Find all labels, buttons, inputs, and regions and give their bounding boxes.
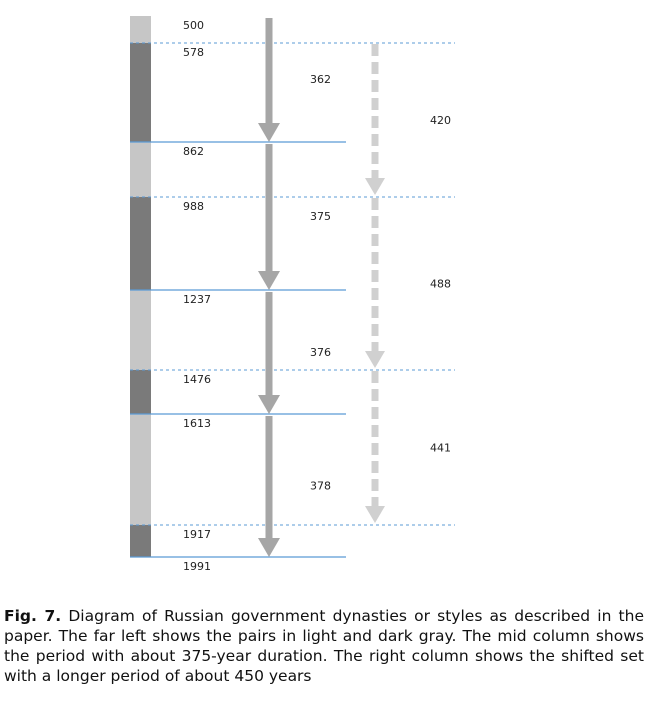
mid-arrow-shaft: [266, 18, 273, 124]
timeline-segment-dark: [130, 197, 151, 290]
right-arrow-head: [365, 351, 385, 368]
timeline-segment-dark: [130, 43, 151, 142]
timeline-segment-dark: [130, 370, 151, 414]
right-duration-label: 441: [430, 441, 451, 455]
year-label: 578: [183, 46, 204, 59]
figure-caption: [4, 606, 644, 686]
right-duration-label: 420: [430, 114, 451, 127]
mid-column-arrows: [258, 18, 280, 557]
mid-duration-label: 376: [310, 346, 331, 359]
duration-labels: [310, 73, 451, 493]
mid-duration-label: 378: [310, 479, 331, 493]
mid-arrow-head: [258, 395, 280, 414]
timeline-segment-dark: [130, 525, 151, 557]
mid-duration-label: 362: [310, 73, 331, 86]
mid-duration-label: 375: [310, 210, 331, 223]
year-label: 862: [183, 145, 204, 158]
right-column-arrows: [365, 44, 385, 523]
year-label: 1991: [183, 560, 211, 573]
year-label: 1917: [183, 528, 211, 541]
mid-arrow-shaft: [266, 144, 273, 272]
period-boundary-lines: [130, 43, 455, 557]
timeline-segment-light: [130, 414, 151, 525]
figure-label: Fig. 7.: [4, 607, 62, 625]
mid-arrow-shaft: [266, 416, 273, 539]
right-arrow-head: [365, 178, 385, 195]
mid-arrow-head: [258, 271, 280, 290]
year-label: 500: [183, 19, 204, 32]
year-labels: [183, 19, 211, 573]
timeline-segment-light: [130, 16, 151, 43]
mid-arrow-shaft: [266, 292, 273, 396]
mid-arrow-head: [258, 538, 280, 557]
right-duration-label: 488: [430, 277, 451, 291]
timeline-segment-light: [130, 290, 151, 370]
caption-text: Diagram of Russian government dynasties or styles as described in the paper. The far left shows the pairs in light and dark gray. The mid column shows the period with about 375-year duration. The right column shows the shifted set with a longer period of about 450 years: [4, 607, 644, 685]
year-label: 1476: [183, 373, 211, 386]
timeline-segments: [130, 16, 151, 557]
year-label: 1613: [183, 417, 211, 430]
mid-arrow-head: [258, 123, 280, 142]
year-label: 988: [183, 200, 204, 213]
right-arrow-head: [365, 506, 385, 523]
year-label: 1237: [183, 293, 211, 306]
timeline-segment-light: [130, 142, 151, 197]
